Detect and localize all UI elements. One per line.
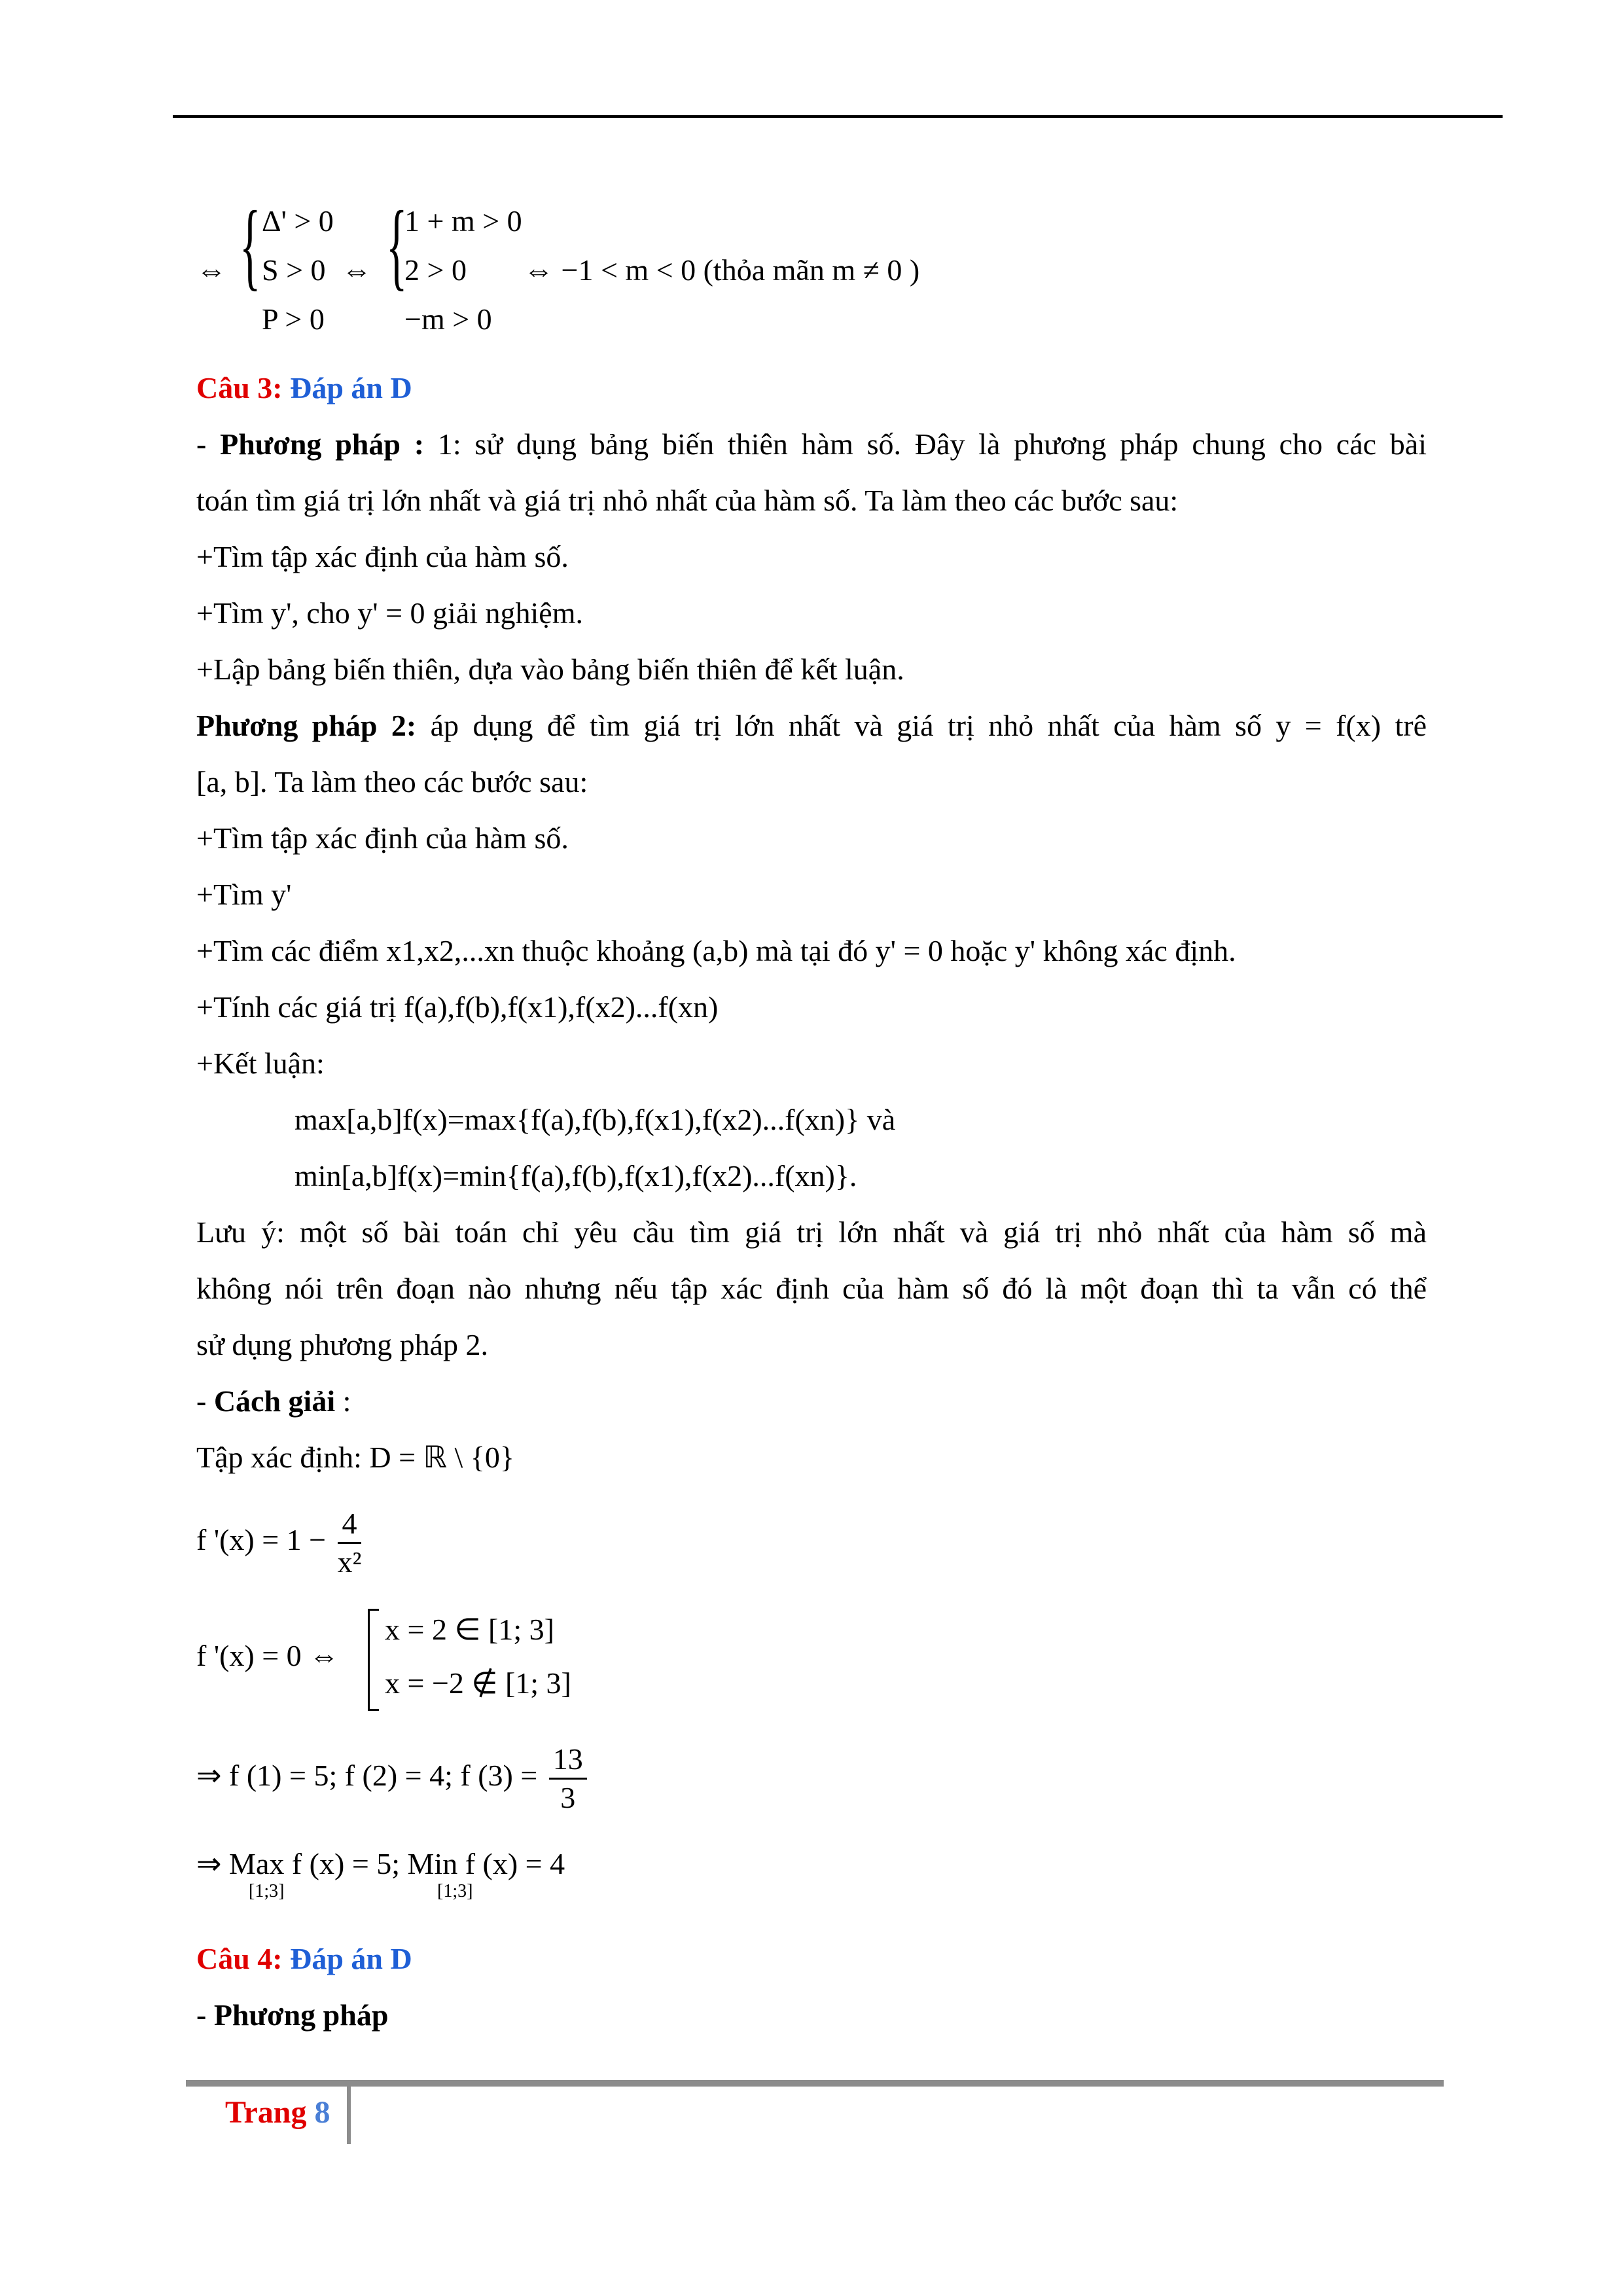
cond-product: P > 0 (262, 302, 325, 336)
solution-heading: - Cách giải : (196, 1384, 351, 1418)
conclusion: ⇒ Max f (x) = 5; Min f (x) = 4 (196, 1847, 565, 1880)
function-values: ⇒ f (1) = 5; f (2) = 4; f (3) = $\frac{13}{3}$ (196, 1741, 591, 1816)
cond-delta: Δ' > 0 (262, 204, 334, 238)
domain-line: Tập xác định: D = ℝ \ {0} (196, 1441, 514, 1474)
m2-step-4: +Tính các giá trị f(a),f(b),f(x1),f(x2)...f(xn) (196, 990, 719, 1024)
min-formula: min[a,b]f(x)=min{f(a),f(b),f(x1),f(x2)...f(xn)}. (294, 1159, 857, 1193)
footer-rule (186, 2080, 1444, 2087)
min-subscript: [1;3] (437, 1881, 473, 1901)
system-result: ⇔ −1 < m < 0 (thỏa mãn m ≠ 0 ) (524, 253, 920, 287)
question-3-heading: Câu 3: Đáp án D (196, 371, 412, 404)
m2-step-3: +Tìm các điểm x1,x2,...xn thuộc khoảng (a,b) mà tại đó y' = 0 hoặc y' không xác định. (196, 934, 1236, 967)
note-line-2: không nói trên đoạn nào nhưng nếu tập xác định của hàm số đó là một đoạn thì ta vẫn có thể (196, 1272, 1427, 1305)
iff-symbol: ⇔ (196, 253, 226, 287)
left-brace: { (386, 191, 408, 300)
derivative-formula: f '(x) = 1 − $\frac{4}{\text{x²}}$ (196, 1507, 362, 1579)
critical-point-2: x = −2 ∉ [1; 3] (385, 1666, 571, 1700)
question-4-method: - Phương pháp (196, 1998, 389, 2032)
step-3: +Lập bảng biến thiên, dựa vào bảng biến thiên để kết luận. (196, 653, 904, 686)
max-subscript: [1;3] (249, 1881, 285, 1901)
cond-2: 2 > 0 (404, 253, 467, 287)
note-line-1: Lưu ý: một số bài toán chỉ yêu cầu tìm giá trị lớn nhất và giá trị nhỏ nhất của hàm số mà (196, 1215, 1427, 1249)
method-1-line: - Phương pháp : 1: sử dụng bảng biến thiên hàm số. Đây là phương pháp chung cho các bài (196, 427, 1427, 461)
question-4-heading: Câu 4: Đáp án D (196, 1942, 412, 1975)
step-1: +Tìm tập xác định của hàm số. (196, 540, 569, 573)
method-1-cont: toán tìm giá trị lớn nhất và giá trị nhỏ nhất của hàm số. Ta làm theo các bước sau: (196, 484, 1179, 517)
page-number: Trang 8 (225, 2095, 330, 2130)
header-rule (173, 115, 1503, 118)
max-formula: max[a,b]f(x)=max{f(a),f(b),f(x1),f(x2)...f(xn)} và (294, 1103, 896, 1136)
case-bracket (368, 1609, 379, 1711)
iff-symbol: ⇔ (342, 253, 372, 287)
step-2: +Tìm y', cho y' = 0 giải nghiệm. (196, 596, 583, 630)
method-2-cont: [a, b]. Ta làm theo các bước sau: (196, 765, 588, 798)
left-brace: { (240, 191, 261, 300)
critical-points-lhs: f '(x) = 0 ⇔ (196, 1639, 340, 1672)
m2-step-5: +Kết luận: (196, 1047, 325, 1080)
cond-1: 1 + m > 0 (404, 204, 522, 238)
critical-point-1: x = 2 ∈ [1; 3] (385, 1613, 554, 1646)
m2-step-1: +Tìm tập xác định của hàm số. (196, 821, 569, 855)
cond-sum: S > 0 (262, 253, 326, 287)
m2-step-2: +Tìm y' (196, 878, 292, 911)
footer-divider (347, 2087, 351, 2144)
note-line-3: sử dụng phương pháp 2. (196, 1328, 489, 1361)
method-2-line: Phương pháp 2: áp dụng để tìm giá trị lớn nhất và giá trị nhỏ nhất của hàm số y = f(x) trê (196, 709, 1427, 742)
cond-3: −m > 0 (404, 302, 492, 336)
